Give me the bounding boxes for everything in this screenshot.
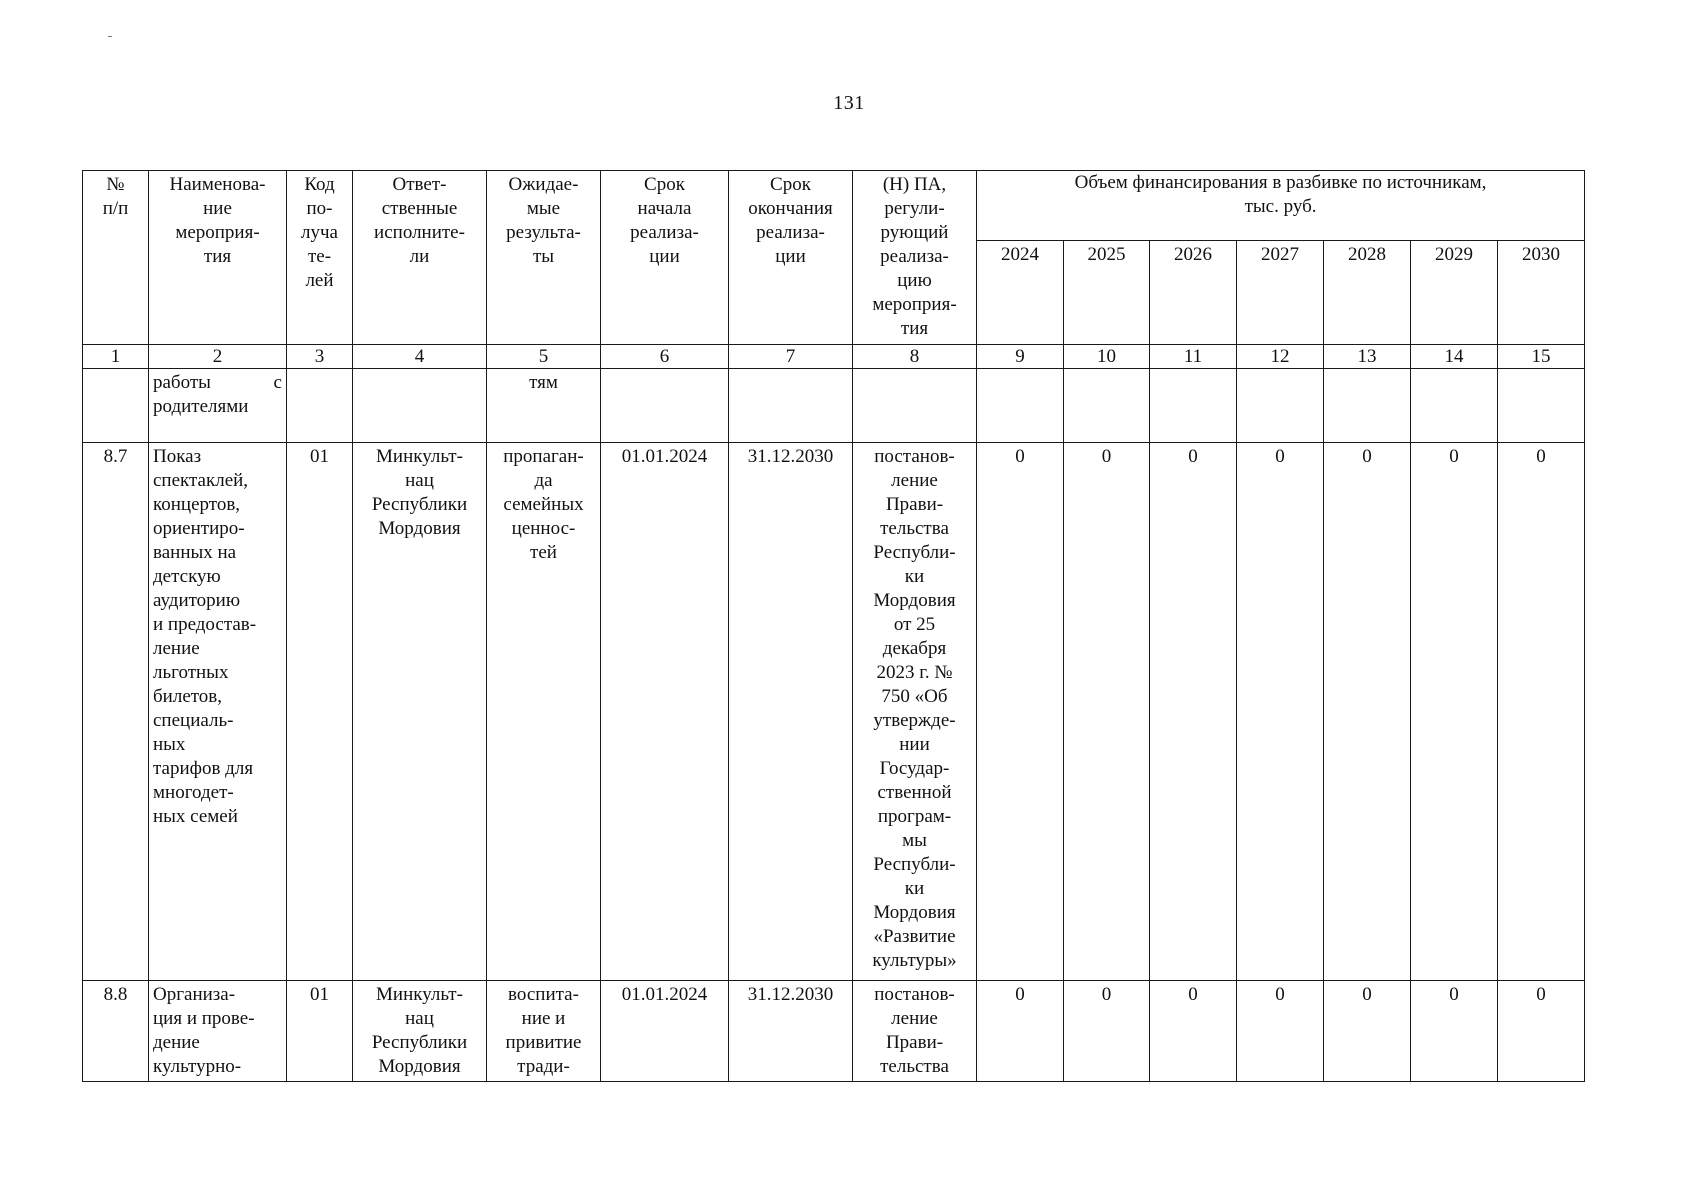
cell-num: 8.8 [83, 981, 149, 1082]
column-number: 15 [1498, 345, 1585, 369]
cell-value [1237, 369, 1324, 443]
column-number: 5 [487, 345, 601, 369]
header-year: 2026 [1150, 241, 1237, 345]
header-start: Срок начала реализа- ции [601, 171, 729, 345]
header-row-top [83, 171, 1585, 241]
column-number: 1 [83, 345, 149, 369]
cell-value: 0 [977, 981, 1064, 1082]
header-name: Наименова- ние мероприя- тия [149, 171, 287, 345]
cell-value [1498, 369, 1585, 443]
column-number: 10 [1064, 345, 1150, 369]
cell-value: 0 [1064, 981, 1150, 1082]
cell-npa [853, 369, 977, 443]
cell-value [977, 369, 1064, 443]
header-funding: Объем финансирования в разбивке по источникам, тыс. руб. [977, 171, 1585, 241]
cell-value: 0 [1324, 443, 1411, 981]
cell-num: 8.7 [83, 443, 149, 981]
column-number: 7 [729, 345, 853, 369]
cell-start [601, 369, 729, 443]
header-responsible: Ответ- ственные исполните- ли [353, 171, 487, 345]
header-year: 2024 [977, 241, 1064, 345]
cell-responsible [353, 369, 487, 443]
cell-name-line: родителями [153, 396, 249, 417]
cell-value: 0 [1150, 443, 1237, 981]
cell-end: 31.12.2030 [729, 981, 853, 1082]
cell-code [287, 369, 353, 443]
table-row [83, 981, 1585, 1082]
cell-value: 0 [1324, 981, 1411, 1082]
cell-value: 0 [1064, 443, 1150, 981]
column-number: 2 [149, 345, 287, 369]
cell-code: 01 [287, 981, 353, 1082]
cell-end: 31.12.2030 [729, 443, 853, 981]
cell-start: 01.01.2024 [601, 981, 729, 1082]
header-year: 2028 [1324, 241, 1411, 345]
cell-value: 0 [1498, 443, 1585, 981]
header-code: Код по- луча те- лей [287, 171, 353, 345]
column-number: 11 [1150, 345, 1237, 369]
cell-value: 0 [1411, 981, 1498, 1082]
table-row [83, 443, 1585, 981]
cell-name: Организа- ция и прове- дение культурно- [149, 981, 287, 1082]
cell-responsible: Минкульт- нац Республики Мордовия [353, 443, 487, 981]
cell-expected: тям [487, 369, 601, 443]
header-year: 2029 [1411, 241, 1498, 345]
cell-name-line: работы с [153, 372, 282, 393]
cell-value [1324, 369, 1411, 443]
column-number: 6 [601, 345, 729, 369]
cell-value: 0 [1237, 443, 1324, 981]
cell-start: 01.01.2024 [601, 443, 729, 981]
column-number: 13 [1324, 345, 1411, 369]
header-expected: Ожидае- мые результа- ты [487, 171, 601, 345]
column-number: 12 [1237, 345, 1324, 369]
cell-value: 0 [1150, 981, 1237, 1082]
cell-value: 0 [1498, 981, 1585, 1082]
cell-name [149, 369, 287, 443]
header-year: 2030 [1498, 241, 1585, 345]
cell-responsible: Минкульт- нац Республики Мордовия [353, 981, 487, 1082]
cell-expected: воспита- ние и привитие тради- [487, 981, 601, 1082]
cell-name: Показ спектаклей, концертов, ориентиро- ванных на детскую аудиторию и предостав- ление льготных билетов, специаль- ных тарифов для многодет- ных семей [149, 443, 287, 981]
header-end: Срок окончания реализа- ции [729, 171, 853, 345]
header-num: № п/п [83, 171, 149, 345]
header-npa: (Н) ПА, регули- рующий реализа- цию мероприя- тия [853, 171, 977, 345]
cell-value: 0 [1411, 443, 1498, 981]
page-number: 131 [833, 92, 865, 114]
column-number: 8 [853, 345, 977, 369]
table-row-continuation [83, 369, 1585, 443]
cell-expected: пропаган- да семейных ценнос- тей [487, 443, 601, 981]
cell-npa: постанов- ление Прави- тельства [853, 981, 977, 1082]
column-number: 14 [1411, 345, 1498, 369]
cell-npa: постанов- ление Прави- тельства Республи- ки Мордовия от 25 декабря 2023 г. № 750 «Об утвержде- нии Государ- ственной програм- мы Республи- ки Мордовия «Развитие культуры» [853, 443, 977, 981]
cell-end [729, 369, 853, 443]
column-number: 9 [977, 345, 1064, 369]
column-number-row [83, 345, 1585, 369]
cell-value [1150, 369, 1237, 443]
header-year: 2025 [1064, 241, 1150, 345]
cell-value: 0 [1237, 981, 1324, 1082]
header-year: 2027 [1237, 241, 1324, 345]
financing-table [82, 170, 1585, 1082]
cell-code: 01 [287, 443, 353, 981]
column-number: 3 [287, 345, 353, 369]
scan-speck [108, 36, 112, 37]
column-number: 4 [353, 345, 487, 369]
cell-value [1064, 369, 1150, 443]
cell-value: 0 [977, 443, 1064, 981]
cell-num [83, 369, 149, 443]
cell-value [1411, 369, 1498, 443]
